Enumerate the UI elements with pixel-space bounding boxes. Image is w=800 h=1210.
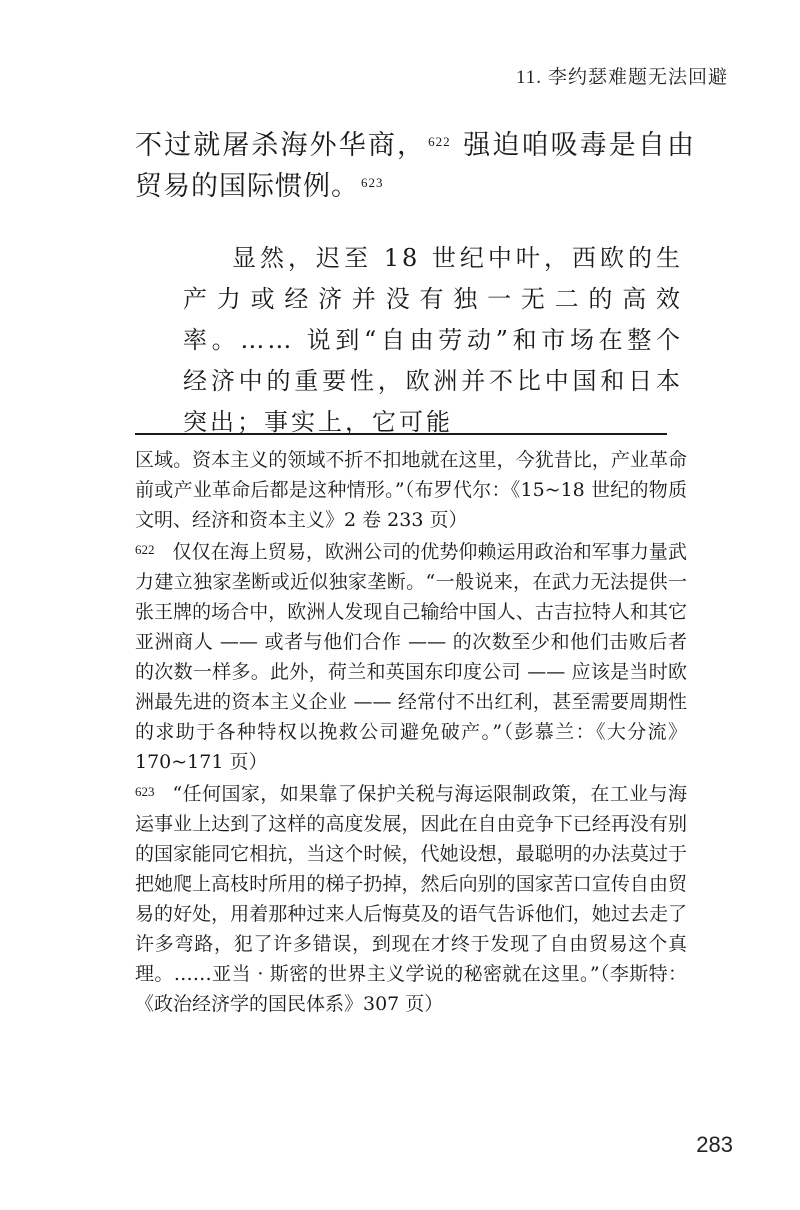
footnote-623 (135, 779, 687, 1019)
footnote-ref-622[interactable]: 622 (428, 134, 451, 149)
footnote-622 (135, 537, 687, 777)
footnote-number: 623 (135, 784, 155, 799)
chapter-number: 11. (515, 67, 542, 88)
footnote-text: “任何国家，如果靠了保护关税与海运限制政策，在工业与海运事业上达到了这样的高度发展，因此在自由竞争下已经再没有别的国家能同它相抗，当这个时候，代她设想，最聪明的办法莫过于把她爬上高枝时所用的梯子扔掉，然后向别的国家苦口宣传自由贸易的好处，用着那种过来人后悔莫及的语气告诉他们，她过去走了许多弯路，犯了许多错误，到现在才终于发现了自由贸易这个真理。……亚当 · 斯密的世界主义学说的秘密就在这里。”（李斯特：《政治经济学的国民体系》307 页） (135, 783, 687, 1015)
body-text-part2: 强迫咱吸毒是自由贸易的国际惯例。 (135, 130, 695, 202)
body-text-part1: 不过就屠杀海外华商， (135, 130, 427, 161)
footnote-text: 仅仅在海上贸易，欧洲公司的优势仰赖运用政治和军事力量武力建立独家垄断或近似独家垄断。“一般说来，在武力无法提供一张王牌的场合中，欧洲人发现自己输给中国人、古吉拉特人和其它亚洲商人 —— 或者与他们合作 —— 的次数至少和他们击败后者的次数一样多。此外，荷兰和英国东印度公司 —— 应该是当时欧洲最先进的资本主义企业 —— 经常付不出红利，甚至需要周期性的求助于各种特权以挽救公司避免破产。”（彭慕兰：《大分流》170~171 页） (135, 541, 687, 773)
footnote-continuation: 区域。资本主义的领域不折不扣地就在这里，今犹昔比，产业革命前或产业革命后都是这种情形。”（布罗代尔：《15~18 世纪的物质文明、经济和资本主义》2 卷 233 页） (135, 449, 687, 531)
footnote-number: 622 (135, 542, 155, 557)
footnote-divider (135, 433, 667, 435)
page-number: 283 (696, 1132, 733, 1157)
footnote-ref-623[interactable]: 623 (361, 175, 384, 190)
block-quote-text: 显然，迟至 18 世纪中叶，西欧的生产力或经济并没有独一无二的高效率。…… 说到“自由劳动”和市场在整个经济中的重要性，欧洲并不比中国和日本突出；事实上，它可能 (183, 244, 683, 436)
footnotes (135, 445, 687, 1019)
chapter-title: 李约瑟难题无法回避 (547, 66, 728, 88)
body-paragraph (135, 125, 695, 207)
block-quote (183, 238, 683, 443)
running-header (516, 62, 728, 89)
